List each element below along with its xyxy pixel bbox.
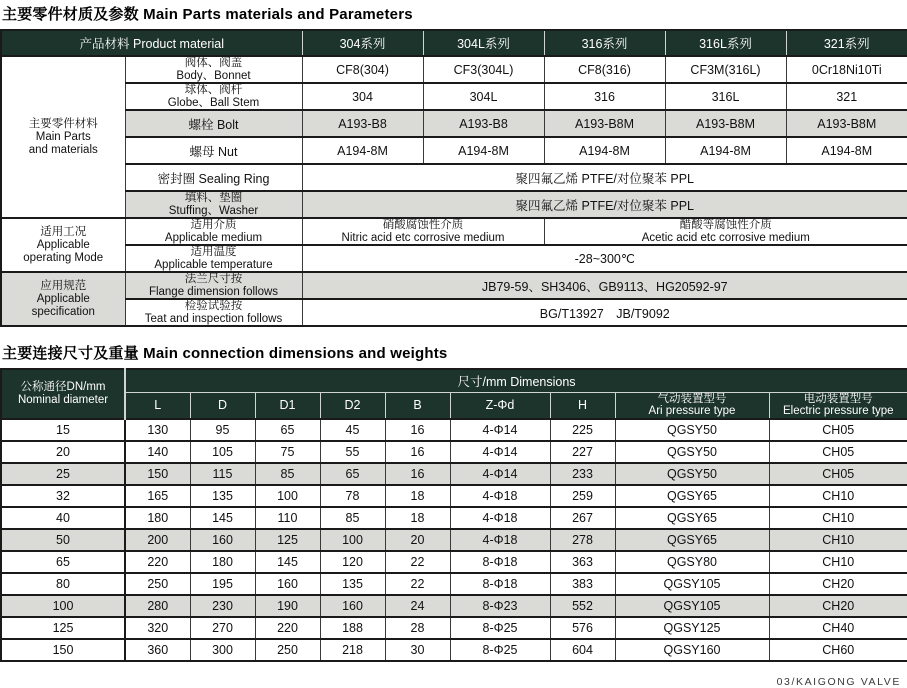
cell: 160: [255, 573, 320, 595]
cell: 110: [255, 507, 320, 529]
cell: 4-Φ14: [450, 441, 550, 463]
col-header-electric-pressure-type: 电动装置型号 Electric pressure type: [769, 392, 907, 419]
cell: 65: [1, 551, 125, 573]
product-material-header: 产品材料 Product material: [1, 30, 302, 56]
table-row-dn15: [1, 419, 907, 441]
part-name: 球体、阀杆 Globe、Ball Stem: [125, 83, 302, 110]
cell: QGSY105: [615, 573, 769, 595]
table-row-dn80: [1, 573, 907, 595]
cell: 8-Φ18: [450, 573, 550, 595]
cell: 4-Φ18: [450, 485, 550, 507]
cell: CH10: [769, 551, 907, 573]
cell: 4-Φ18: [450, 507, 550, 529]
cell: 65: [320, 463, 385, 485]
cell: 233: [550, 463, 615, 485]
cell: 195: [190, 573, 255, 595]
cell-span-value: 聚四氟乙烯 PTFE/对位聚苯 PPL: [302, 191, 907, 218]
cell: 200: [125, 529, 190, 551]
cell: 180: [190, 551, 255, 573]
row-stuffing-washer: [1, 191, 907, 218]
row-applicable-temperature: [1, 245, 907, 272]
cell: CH05: [769, 441, 907, 463]
cell-value: CF3M(316L): [665, 56, 786, 83]
row-sealing-ring: [1, 164, 907, 191]
series-header-316l: 316L系列: [665, 30, 786, 56]
cell: 28: [385, 617, 450, 639]
row-bolt: [1, 110, 907, 137]
row-test-inspection: [1, 299, 907, 326]
cell: CH20: [769, 595, 907, 617]
cell: 45: [320, 419, 385, 441]
cell: 220: [125, 551, 190, 573]
cell-value: A193-B8: [302, 110, 423, 137]
cell-value: 316L: [665, 83, 786, 110]
cell: 32: [1, 485, 125, 507]
series-header-304l: 304L系列: [423, 30, 544, 56]
cell: 267: [550, 507, 615, 529]
cell-value: A194-8M: [665, 137, 786, 164]
col-header-d: D: [190, 392, 255, 419]
cell: 259: [550, 485, 615, 507]
cell: CH05: [769, 463, 907, 485]
part-name: 螺母 Nut: [125, 137, 302, 164]
col-header-air-pressure-type: 气动装置型号 Ari pressure type: [615, 392, 769, 419]
table-row-dn20: [1, 441, 907, 463]
cell: 160: [320, 595, 385, 617]
part-name: 适用温度 Applicable temperature: [125, 245, 302, 272]
dimensions-table: [0, 368, 907, 662]
cell: 8-Φ25: [450, 639, 550, 661]
table-row-dn125: [1, 617, 907, 639]
cell: 140: [125, 441, 190, 463]
cell: 16: [385, 441, 450, 463]
cell: QGSY125: [615, 617, 769, 639]
col-header-h: H: [550, 392, 615, 419]
row-nut: [1, 137, 907, 164]
cell: 145: [190, 507, 255, 529]
cell-span-value: 聚四氟乙烯 PTFE/对位聚苯 PPL: [302, 164, 907, 191]
table-row-dn50: [1, 529, 907, 551]
cell: 24: [385, 595, 450, 617]
cell: 300: [190, 639, 255, 661]
cell: 120: [320, 551, 385, 573]
cell: QGSY65: [615, 485, 769, 507]
cell: 8-Φ25: [450, 617, 550, 639]
cell: 85: [255, 463, 320, 485]
cell: CH10: [769, 529, 907, 551]
cell-value: 316: [544, 83, 665, 110]
group-label-main-parts: 主要零件材料 Main Parts and materials: [1, 56, 125, 218]
row-flange-dimension: [1, 272, 907, 299]
cell-value: 0Cr18Ni10Ti: [786, 56, 907, 83]
cell-value: A193-B8M: [786, 110, 907, 137]
cell: 8-Φ18: [450, 551, 550, 573]
cell: 20: [385, 529, 450, 551]
cell-nitric-medium: 硝酸腐蚀性介质 Nitric acid etc corrosive medium: [302, 218, 544, 245]
page-footer: 03/KAIGONG VALVE: [776, 675, 901, 688]
cell: 135: [190, 485, 255, 507]
cell: 220: [255, 617, 320, 639]
col-header-d2: D2: [320, 392, 385, 419]
materials-table: [0, 29, 907, 327]
cell: 360: [125, 639, 190, 661]
cell: 188: [320, 617, 385, 639]
cell: 145: [255, 551, 320, 573]
cell: 270: [190, 617, 255, 639]
row-body-bonnet: [1, 56, 907, 83]
table-row-dn40: [1, 507, 907, 529]
cell: 604: [550, 639, 615, 661]
col-header-d1: D1: [255, 392, 320, 419]
cell: QGSY80: [615, 551, 769, 573]
cell: 227: [550, 441, 615, 463]
nominal-diameter-header: 公称通径DN/mm Nominal diameter: [1, 369, 125, 419]
cell: CH40: [769, 617, 907, 639]
cell: 65: [255, 419, 320, 441]
dimensions-header-row-2: [1, 392, 907, 419]
cell-value: A194-8M: [302, 137, 423, 164]
cell: 135: [320, 573, 385, 595]
cell-value: A194-8M: [544, 137, 665, 164]
cell: 250: [125, 573, 190, 595]
cell: 85: [320, 507, 385, 529]
series-header-304: 304系列: [302, 30, 423, 56]
cell: 15: [1, 419, 125, 441]
cell: 50: [1, 529, 125, 551]
cell: CH10: [769, 507, 907, 529]
table-row-dn25: [1, 463, 907, 485]
cell: 100: [255, 485, 320, 507]
catalog-page: [0, 3, 907, 688]
table-row-dn65: [1, 551, 907, 573]
cell: 75: [255, 441, 320, 463]
cell: 125: [1, 617, 125, 639]
cell: QGSY50: [615, 441, 769, 463]
cell: 278: [550, 529, 615, 551]
cell-value: 321: [786, 83, 907, 110]
table-row-dn100: [1, 595, 907, 617]
dimensions-table-title: 主要连接尺寸及重量 Main connection dimensions and weights: [2, 345, 448, 362]
cell: CH10: [769, 485, 907, 507]
cell: 363: [550, 551, 615, 573]
cell-value: A193-B8: [423, 110, 544, 137]
materials-table-title: 主要零件材质及参数 Main Parts materials and Parameters: [2, 6, 413, 23]
cell: 115: [190, 463, 255, 485]
cell: 16: [385, 419, 450, 441]
cell: 552: [550, 595, 615, 617]
cell-value: A194-8M: [786, 137, 907, 164]
row-globe-stem: [1, 83, 907, 110]
series-header-321: 321系列: [786, 30, 907, 56]
cell: 225: [550, 419, 615, 441]
dimensions-band-header: 尺寸/mm Dimensions: [125, 369, 907, 392]
cell-value: 304: [302, 83, 423, 110]
cell: 25: [1, 463, 125, 485]
cell: 80: [1, 573, 125, 595]
cell: 55: [320, 441, 385, 463]
cell: 190: [255, 595, 320, 617]
cell: CH05: [769, 419, 907, 441]
cell-span-value: -28~300℃: [302, 245, 907, 272]
part-name: 法兰尺寸按 Flange dimension follows: [125, 272, 302, 299]
cell: 100: [1, 595, 125, 617]
cell: 150: [1, 639, 125, 661]
cell: 280: [125, 595, 190, 617]
cell: 100: [320, 529, 385, 551]
series-header-316: 316系列: [544, 30, 665, 56]
cell: QGSY50: [615, 463, 769, 485]
cell: 8-Φ23: [450, 595, 550, 617]
cell-value: A194-8M: [423, 137, 544, 164]
cell: 165: [125, 485, 190, 507]
cell-value: CF3(304L): [423, 56, 544, 83]
cell-span-value: JB79-59、SH3406、GB9113、HG20592-97: [302, 272, 907, 299]
cell: 130: [125, 419, 190, 441]
cell: 4-Φ14: [450, 463, 550, 485]
cell: 95: [190, 419, 255, 441]
cell: 320: [125, 617, 190, 639]
part-name: 密封圈 Sealing Ring: [125, 164, 302, 191]
col-header-z-phi-d: Z-Φd: [450, 392, 550, 419]
part-name: 检验试验按 Teat and inspection follows: [125, 299, 302, 326]
part-name: 适用介质 Applicable medium: [125, 218, 302, 245]
cell: CH20: [769, 573, 907, 595]
row-applicable-medium: [1, 218, 907, 245]
cell: 16: [385, 463, 450, 485]
group-label-operating-mode: 适用工况 Applicable operating Mode: [1, 218, 125, 272]
table-row-dn32: [1, 485, 907, 507]
cell: 4-Φ14: [450, 419, 550, 441]
cell: CH60: [769, 639, 907, 661]
table-row-dn150: [1, 639, 907, 661]
cell-acetic-medium: 醋酸等腐蚀性介质 Acetic acid etc corrosive medium: [544, 218, 907, 245]
cell: 22: [385, 573, 450, 595]
cell: 4-Φ18: [450, 529, 550, 551]
cell: 230: [190, 595, 255, 617]
col-header-b: B: [385, 392, 450, 419]
cell: 180: [125, 507, 190, 529]
part-name: 填料、垫圈 Stuffing、Washer: [125, 191, 302, 218]
part-name: 螺栓 Bolt: [125, 110, 302, 137]
part-name: 阀体、阀盖 Body、Bonnet: [125, 56, 302, 83]
cell: QGSY160: [615, 639, 769, 661]
cell: QGSY105: [615, 595, 769, 617]
cell: 105: [190, 441, 255, 463]
cell: QGSY50: [615, 419, 769, 441]
cell: 383: [550, 573, 615, 595]
cell: 125: [255, 529, 320, 551]
cell: 576: [550, 617, 615, 639]
cell: 150: [125, 463, 190, 485]
cell-value: A193-B8M: [544, 110, 665, 137]
cell: QGSY65: [615, 529, 769, 551]
cell: 78: [320, 485, 385, 507]
dimensions-header-row-1: [1, 369, 907, 392]
cell-value: CF8(316): [544, 56, 665, 83]
group-label-specification: 应用规范 Applicable specification: [1, 272, 125, 326]
cell: 40: [1, 507, 125, 529]
cell: 160: [190, 529, 255, 551]
cell: 218: [320, 639, 385, 661]
cell: 250: [255, 639, 320, 661]
col-header-l: L: [125, 392, 190, 419]
cell: 30: [385, 639, 450, 661]
cell: 20: [1, 441, 125, 463]
cell: 18: [385, 507, 450, 529]
cell-value: CF8(304): [302, 56, 423, 83]
materials-header-row: [1, 30, 907, 56]
cell: QGSY65: [615, 507, 769, 529]
cell-value: A193-B8M: [665, 110, 786, 137]
cell-value: 304L: [423, 83, 544, 110]
cell-span-value: BG/T13927 JB/T9092: [302, 299, 907, 326]
cell: 22: [385, 551, 450, 573]
cell: 18: [385, 485, 450, 507]
